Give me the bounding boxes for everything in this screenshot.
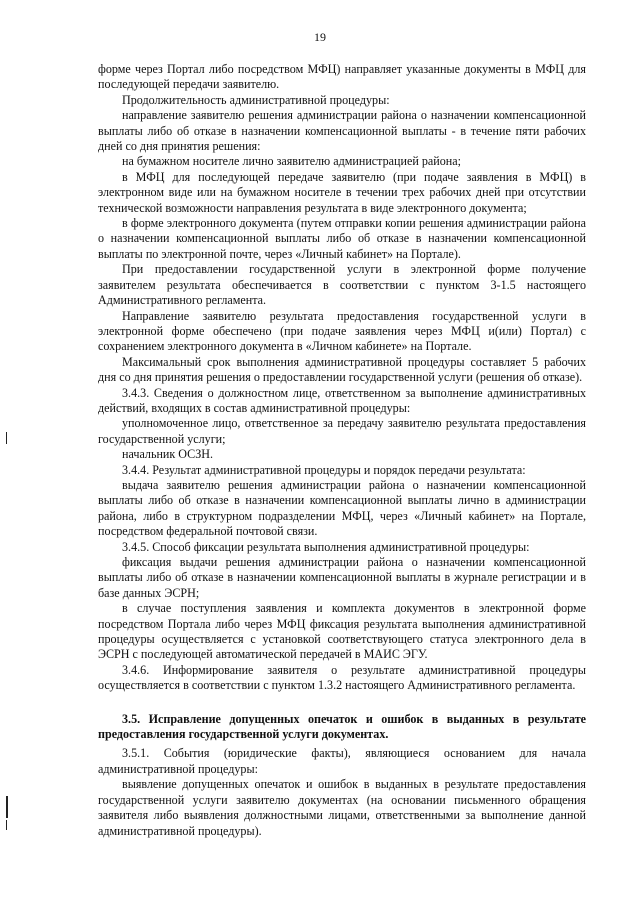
paragraph: фиксация выдачи решения администрации района о назначении компенсационной выплаты либо об отказе в назначении компенсационной выплаты в журнале регистрации и в базе данных ЭСРН; [98, 555, 586, 600]
paragraph: Продолжительность административной процедуры: [122, 92, 390, 107]
paragraph: выявление допущенных опечаток и ошибок в выданных в результате предоставления государственной услуги заявителю документах (на основании письменного обращения заявителя либо выявления должностными лицами, ответственными за выполнение данной административной процедуры). [98, 777, 586, 838]
scan-artifact [6, 432, 7, 444]
paragraph: выдача заявителю решения администрации района о назначении компенсационной выплаты либо об отказе в назначении компенсационной выплаты лично в администрации района, либо в структурном подразделении МФЦ, через «Личный кабинет» на Портале, посредством федеральной почтовой связи. [98, 477, 586, 539]
paragraph: Направление заявителю результата предоставления государственной услуги в электронной форме обеспечено (при подаче заявления через МФЦ и(или) Портал) с сохранением электронного документа в «Личном кабинете» на Портале. [98, 308, 586, 354]
scan-artifact [6, 820, 7, 830]
scan-artifact [6, 796, 8, 818]
paragraph: 3.5.1. События (юридические факты), являющиеся основанием для начала административной процедуры: [98, 746, 586, 776]
section-heading: 3.5. Исправление допущенных опечаток и ошибок в выданных в результате предоставления государственной услуги документах. [98, 711, 586, 742]
paragraph: уполномоченное лицо, ответственное за передачу заявителю результата предоставления государственной услуги; [98, 416, 586, 446]
paragraph: в МФЦ для последующей передаче заявителю (при подаче заявления в МФЦ) в электронном виде или на бумажном носителе в течении трех рабочих дней при отсутствии технической возможности направления результата в виде электронного документа; [98, 169, 586, 215]
paragraph: При предоставлении государственной услуги в электронной форме получение заявителем результата обеспечивается в соответствии с пунктом 3-1.5 настоящего Административного регламента. [98, 262, 586, 308]
paragraph: 3.4.4. Результат административной процедуры и порядок передачи результата: [122, 462, 526, 477]
paragraph: 3.4.6. Информирование заявителя о результате административной процедуры осуществляется в соответствии с пунктом 1.3.2 настоящего Административного регламента. [98, 662, 586, 693]
page-number: 19 [314, 30, 326, 44]
paragraph: направление заявителю решения администрации района о назначении компенсационной выплаты либо об отказе в назначении компенсационной выплаты - в течение пяти рабочих дней со дня принятия решения: [98, 108, 586, 154]
paragraph: 3.4.3. Сведения о должностном лице, ответственном за выполнение административных действий, входящих в состав административной процедуры: [98, 385, 586, 415]
paragraph: Максимальный срок выполнения административной процедуры составляет 5 рабочих дня со дня принятия решения о предоставлении государственной услуги (решения об отказе). [98, 354, 586, 385]
paragraph: в форме электронного документа (путем отправки копии решения администрации района о назначении компенсационной выплаты либо об отказе в назначении компенсационной выплаты по электронной почте, через «Личный кабинет» на Портале). [98, 216, 586, 261]
paragraph: форме через Портал либо посредством МФЦ) направляет указанные документы в МФЦ для последующей передачи заявителю. [98, 62, 586, 92]
paragraph: в случае поступления заявления и комплекта документов в электронной форме посредством Портала либо через МФЦ фиксация результата выполнения административной процедуры осуществляется с установкой соответствующего статуса электронного дела в ЭСРН с последующей автоматической передачей в МАИС ЭГУ. [98, 601, 586, 662]
paragraph: начальник ОСЗН. [122, 447, 214, 462]
document-body [98, 62, 586, 839]
paragraph: 3.4.5. Способ фиксации результата выполнения административной процедуры: [122, 539, 530, 554]
paragraph: на бумажном носителе лично заявителю администрацией района; [122, 154, 461, 169]
